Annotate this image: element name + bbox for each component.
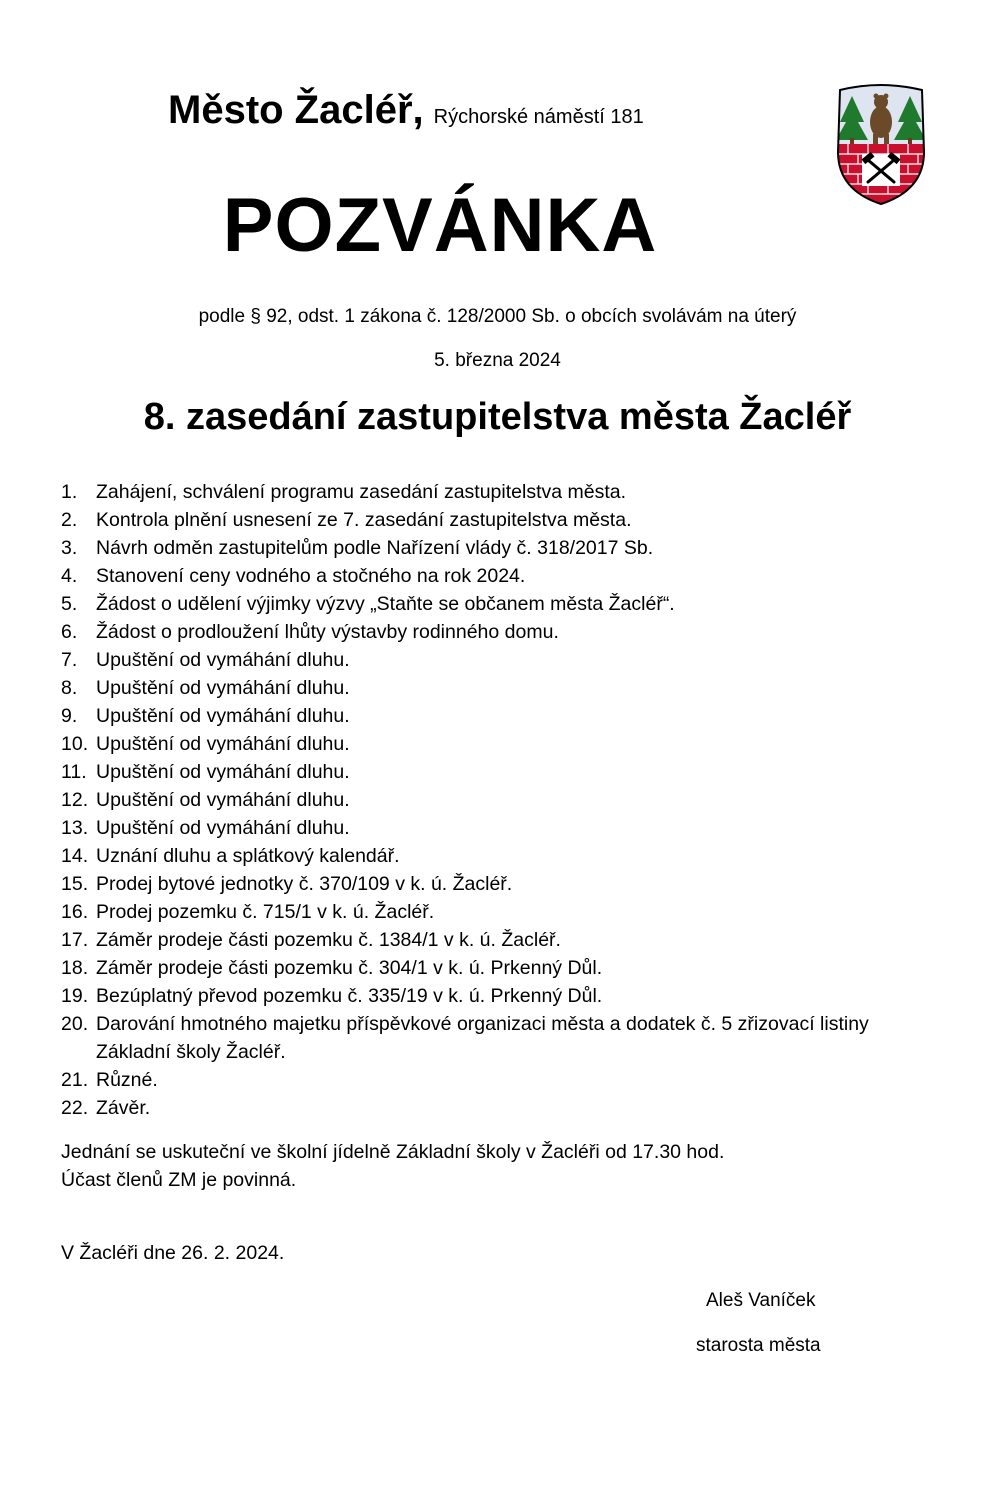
agenda-item-number: 10.	[61, 733, 89, 755]
city-name: Město Žacléř,	[168, 88, 424, 132]
agenda-item-number: 1.	[61, 481, 78, 503]
agenda-item-text: Záměr prodeje části pozemku č. 1384/1 v k. ú. Žacléř.	[96, 929, 561, 951]
agenda-item-number: 13.	[61, 817, 89, 839]
agenda-item-number: 11.	[61, 761, 87, 783]
meeting-attendance: Účast členů ZM je povinná.	[61, 1169, 297, 1191]
agenda-item-number: 20.	[61, 1013, 89, 1035]
session-heading: 8. zasedání zastupitelstva města Žacléř	[143, 396, 852, 438]
agenda-item	[61, 1066, 941, 1094]
agenda-item-text: Různé.	[96, 1069, 158, 1091]
document-header	[168, 88, 644, 133]
agenda-item-text: Darování hmotného majetku příspěvkové organizaci města a dodatek č. 5 zřizovací listiny Základní školy Žacléř.	[96, 1013, 869, 1063]
meeting-place: Jednání se uskuteční ve školní jídelně Základní školy v Žacléři od 17.30 hod.	[61, 1141, 725, 1163]
agenda-item-number: 18.	[61, 957, 89, 979]
agenda-item	[61, 870, 941, 898]
agenda-item-text: Upuštění od vymáhání dluhu.	[96, 705, 350, 727]
intro-text: podle § 92, odst. 1 zákona č. 128/2000 Sb. o obcích svolávám na úterý	[198, 306, 797, 327]
agenda-item-text: Bezúplatný převod pozemku č. 335/19 v k. ú. Prkenný Důl.	[96, 985, 603, 1007]
agenda-item	[61, 562, 941, 590]
agenda-item	[61, 730, 941, 758]
agenda-item-text: Upuštění od vymáhání dluhu.	[96, 789, 350, 811]
agenda-item-text: Závěr.	[96, 1097, 151, 1119]
agenda-item	[61, 590, 941, 618]
agenda-item-text: Upuštění od vymáhání dluhu.	[96, 817, 350, 839]
agenda-item-number: 5.	[61, 593, 78, 615]
agenda-item-text: Upuštění od vymáhání dluhu.	[96, 761, 350, 783]
agenda-item-text: Upuštění od vymáhání dluhu.	[96, 649, 350, 671]
agenda-item-number: 16.	[61, 901, 89, 923]
agenda-item	[61, 842, 941, 870]
agenda-item	[61, 1094, 941, 1122]
agenda-item-text: Prodej bytové jednotky č. 370/109 v k. ú. Žacléř.	[96, 873, 513, 895]
agenda-item	[61, 954, 941, 982]
agenda-item	[61, 506, 941, 534]
agenda-item-number: 12.	[61, 789, 89, 811]
agenda-item-text: Upuštění od vymáhání dluhu.	[96, 733, 350, 755]
agenda-item	[61, 478, 941, 506]
city-address: Rýchorské náměstí 181	[433, 106, 644, 128]
agenda-item-text: Návrh odměn zastupitelům podle Nařízení vlády č. 318/2017 Sb.	[96, 537, 654, 559]
agenda-item	[61, 618, 941, 646]
agenda-item	[61, 786, 941, 814]
agenda-item-number: 8.	[61, 677, 78, 699]
agenda-item	[61, 926, 941, 954]
agenda-item	[61, 674, 941, 702]
agenda-item-text: Žádost o prodloužení lhůty výstavby rodinného domu.	[96, 621, 559, 643]
agenda-item-number: 22.	[61, 1097, 89, 1119]
document-title: POZVÁNKA	[222, 183, 658, 268]
agenda-item	[61, 814, 941, 842]
agenda-item-number: 15.	[61, 873, 89, 895]
agenda-item-number: 14.	[61, 845, 89, 867]
agenda-item	[61, 982, 941, 1010]
meeting-date: 5. března 2024	[434, 350, 561, 371]
signed-date: V Žacléři dne 26. 2. 2024.	[61, 1242, 285, 1264]
agenda-item-text: Záměr prodeje části pozemku č. 304/1 v k. ú. Prkenný Důl.	[96, 957, 603, 979]
agenda-item-number: 4.	[61, 565, 78, 587]
meeting-info	[61, 1138, 724, 1194]
agenda-item-number: 7.	[61, 649, 78, 671]
agenda-item	[61, 534, 941, 562]
agenda-item-number: 2.	[61, 509, 78, 531]
agenda-item-number: 19.	[61, 985, 89, 1007]
agenda-item-text: Žádost o udělení výjimky výzvy „Staňte se občanem města Žacléř“.	[96, 593, 675, 615]
agenda-item-number: 6.	[61, 621, 78, 643]
agenda-item-number: 21.	[61, 1069, 89, 1091]
agenda-item	[61, 758, 941, 786]
agenda-list	[61, 478, 941, 1122]
agenda-item	[61, 1010, 941, 1066]
agenda-item-text: Uznání dluhu a splátkový kalendář.	[96, 845, 400, 867]
signatory-name: Aleš Vaníček	[706, 1290, 816, 1311]
agenda-item-number: 3.	[61, 537, 78, 559]
agenda-item-text: Prodej pozemku č. 715/1 v k. ú. Žacléř.	[96, 901, 435, 923]
signatory-role: starosta města	[696, 1335, 821, 1356]
agenda-item-text: Kontrola plnění usnesení ze 7. zasedání zastupitelstva města.	[96, 509, 632, 531]
agenda-item-number: 9.	[61, 705, 78, 727]
agenda-item-number: 17.	[61, 929, 89, 951]
agenda-item-text: Stanovení ceny vodného a stočného na rok 2024.	[96, 565, 526, 587]
agenda-item	[61, 702, 941, 730]
agenda-item-text: Upuštění od vymáhání dluhu.	[96, 677, 350, 699]
agenda-item-text: Zahájení, schválení programu zasedání zastupitelstva města.	[96, 481, 627, 503]
agenda-item	[61, 646, 941, 674]
agenda-item	[61, 898, 941, 926]
